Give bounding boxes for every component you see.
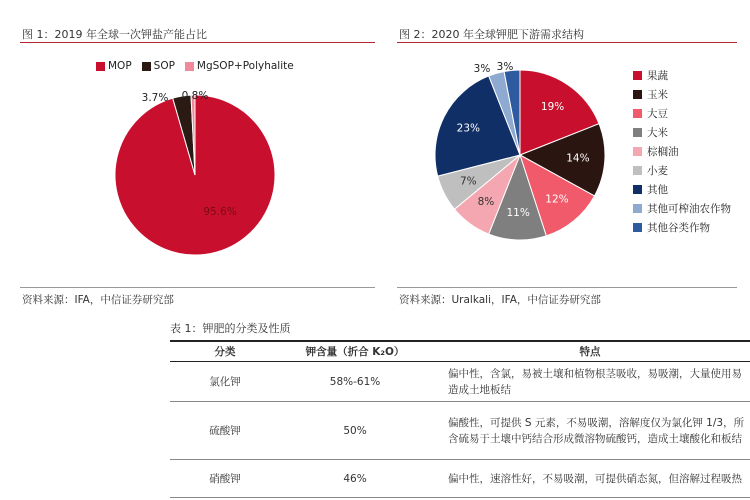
fig2-legend-swatch xyxy=(633,128,642,137)
fig1-legend-item xyxy=(185,60,294,72)
fig2-label-4: 8% xyxy=(477,195,495,208)
fig1-title-rule xyxy=(20,42,375,43)
fig2-title: 图 2：2020 年全球钾肥下游需求结构 xyxy=(399,28,584,41)
fig2-label-0: 19% xyxy=(540,101,565,114)
fig2-legend-label: 棕榈油 xyxy=(647,146,679,158)
header-category: 分类 xyxy=(170,341,280,362)
fig2-legend-swatch xyxy=(633,147,642,156)
fig1-title: 图 1：2019 年全球一次钾盐产能占比 xyxy=(22,28,207,41)
row-category: 氯化钾 xyxy=(170,362,280,402)
fig1-source-rule xyxy=(20,287,375,288)
fig2-label-7: 3% xyxy=(473,63,491,75)
fig1-legend-item xyxy=(142,60,175,72)
fig2-legend-item xyxy=(633,180,731,199)
fig2-legend-label: 其他 xyxy=(647,184,668,196)
fig1-legend-swatch xyxy=(142,62,151,71)
fig2-legend-label: 其他可榨油农作物 xyxy=(647,203,731,215)
fig2-title-rule xyxy=(397,42,737,43)
fig2-label-5: 7% xyxy=(459,175,477,188)
row-features: 偏中性，速溶性好，不易吸潮，可提供硝态氮，但溶解过程吸热 xyxy=(430,460,750,498)
fig2-pie-chart xyxy=(420,55,620,255)
fig1-source: 资料来源：IFA，中信证券研究部 xyxy=(22,294,174,306)
row-k-content: 46% xyxy=(280,460,430,498)
fig2-legend-item xyxy=(633,161,731,180)
fig1-legend-swatch xyxy=(185,62,194,71)
fig2-legend-item xyxy=(633,199,731,218)
table-title: 表 1：钾肥的分类及性质 xyxy=(170,322,291,335)
fig2-legend-item xyxy=(633,123,731,142)
fig1-legend-swatch xyxy=(96,62,105,71)
fig1-label-0: 95.6% xyxy=(203,206,237,218)
fig2-source: 资料来源：Uralkali，IFA，中信证券研究部 xyxy=(399,294,601,306)
fig2-legend-swatch xyxy=(633,223,642,232)
fig2-label-2: 12% xyxy=(545,193,569,206)
row-k-content: 50% xyxy=(280,402,430,460)
fig1-pie-chart xyxy=(100,80,290,270)
fig2-legend-swatch xyxy=(633,185,642,194)
classification-table xyxy=(170,340,750,498)
fig2-legend-swatch xyxy=(633,109,642,118)
fig2-legend-item xyxy=(633,104,731,123)
fig1-legend-label: MgSOP+Polyhalite xyxy=(196,60,294,72)
fig2-legend-label: 果蔬 xyxy=(647,70,668,82)
fig2-source-rule xyxy=(397,287,737,288)
fig2-legend-item xyxy=(633,142,731,161)
fig2-legend xyxy=(633,66,731,237)
table-row xyxy=(170,460,750,498)
table-row xyxy=(170,402,750,460)
fig2-legend-swatch xyxy=(633,90,642,99)
row-k-content: 58%-61% xyxy=(280,362,430,402)
fig2-legend-item xyxy=(633,85,731,104)
fig1-label-2: 0.8% xyxy=(181,90,209,102)
table-row xyxy=(170,362,750,402)
fig2-legend-swatch xyxy=(633,204,642,213)
fig2-label-6: 23% xyxy=(456,122,480,135)
fig1-legend xyxy=(96,60,294,72)
fig2-legend-label: 大米 xyxy=(647,127,668,139)
fig2-legend-swatch xyxy=(633,71,642,80)
header-features: 特点 xyxy=(430,341,750,362)
row-features: 偏中性，含氯，易被土壤和植物根茎吸收，易吸潮，大量使用易造成土地板结 xyxy=(430,362,750,402)
fig2-legend-label: 玉米 xyxy=(647,89,668,101)
row-category: 硝酸钾 xyxy=(170,460,280,498)
fig2-legend-swatch xyxy=(633,166,642,175)
fig2-label-3: 11% xyxy=(506,206,530,219)
fig2-label-1: 14% xyxy=(566,152,590,165)
row-category: 硫酸钾 xyxy=(170,402,280,460)
fig2-legend-label: 大豆 xyxy=(647,108,668,120)
fig2-label-8: 3% xyxy=(496,61,514,73)
fig2-legend-label: 小麦 xyxy=(647,165,668,177)
fig1-legend-label: SOP xyxy=(153,60,175,72)
header-k-content: 钾含量（折合 K₂O） xyxy=(280,341,430,362)
fig1-label-1: 3.7% xyxy=(141,92,169,104)
fig1-legend-label: MOP xyxy=(108,60,132,72)
row-features: 偏酸性，可提供 S 元素，不易吸潮，溶解度仅为氯化钾 1/3，所含硫易于土壤中钙结合形成微溶物硫酸钙，造成土壤酸化和板结 xyxy=(430,402,750,460)
table-header-row xyxy=(170,341,750,362)
fig2-legend-label: 其他谷类作物 xyxy=(647,222,710,234)
fig1-legend-item xyxy=(96,60,132,72)
fig2-legend-item xyxy=(633,218,731,237)
fig2-legend-item xyxy=(633,66,731,85)
